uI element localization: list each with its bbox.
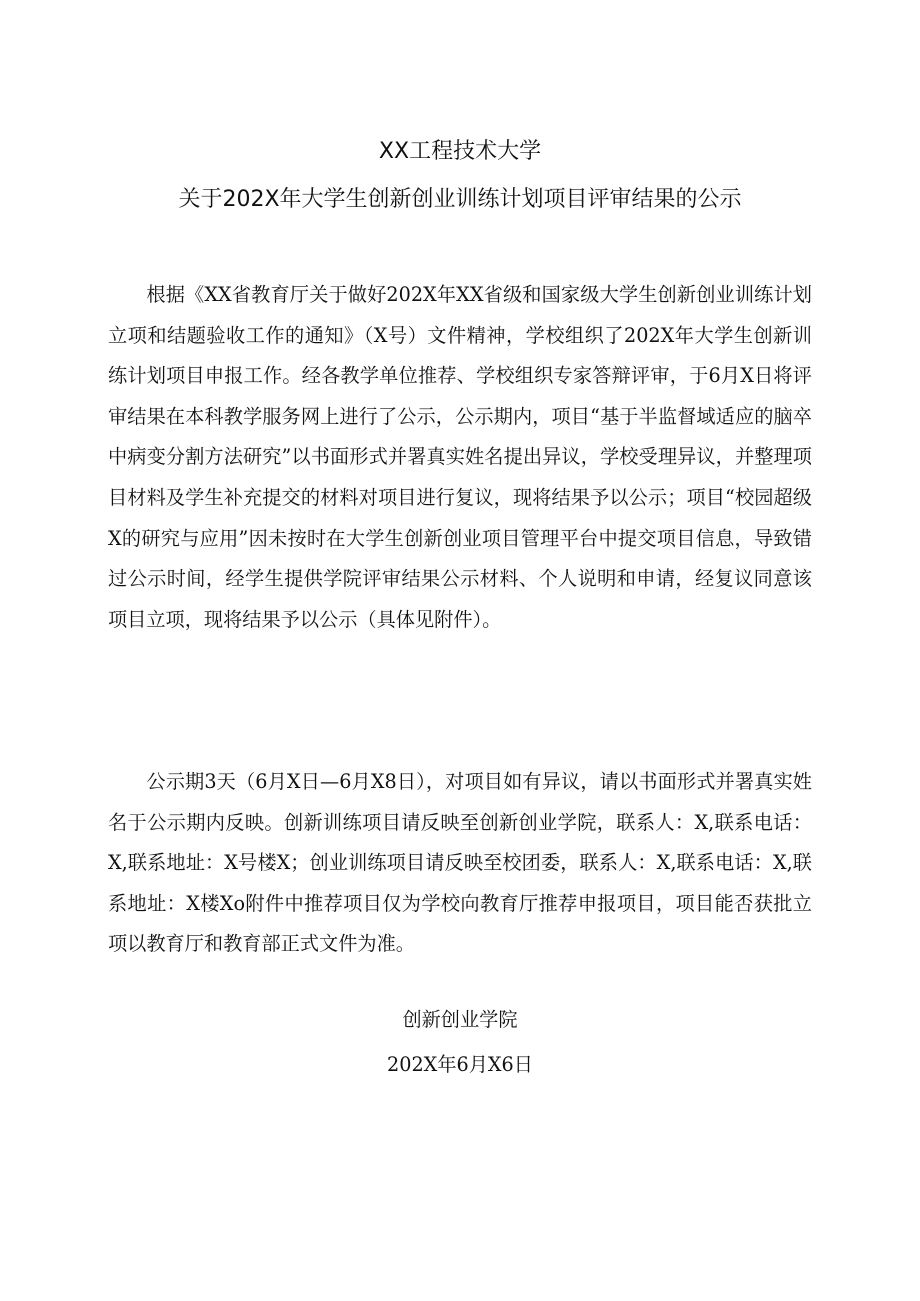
body-paragraph-2: 公示期3天（6月X日—6月X8日），对项目如有异议，请以书面形式并署真实姓名于公示期内反映。创新训练项目请反映至创新创业学院，联系人：X,联系电话：X,联系地址：X号楼X；创业训练项目请反映至校团委，联系人：X,联系电话：X,联系地址：X楼Xo附件中推荐项目仅为学校向教育厅推荐申报项目，项目能否获批立项以教育厅和教育部正式文件为准。 bbox=[108, 770, 812, 956]
signature-organization: 创新创业学院 bbox=[402, 1008, 518, 1031]
document-title-university: XX工程技术大学 bbox=[378, 139, 542, 164]
document-title-notice: 关于202X年大学生创新创业训练计划项目评审结果的公示 bbox=[178, 187, 742, 212]
signature-date: 202X年6月X6日 bbox=[387, 1053, 533, 1076]
body-paragraph-1: 根据《XX省教育厅关于做好202X年XX省级和国家级大学生创新创业训练计划立项和结题验收工作的通知》（X号）文件精神，学校组织了202X年大学生创新训练计划项目申报工作。经各教学单位推荐、学校组织专家答辩评审，于6月X日将评审结果在本科教学服务网上进行了公示，公示期内，项目“基于半监督域适应的脑卒中病变分割方法研究”以书面形式并署真实姓名提出异议，学校受理异议，并整理项目材料及学生补充提交的材料对项目进行复议，现将结果予以公示；项目“校园超级X的研究与应用”因未按时在大学生创新创业项目管理平台中提交项目信息，导致错过公示时间，经学生提供学院评审结果公示材料、个人说明和申请，经复议同意该项目立项，现将结果予以公示（具体见附件）。 bbox=[108, 283, 812, 631]
